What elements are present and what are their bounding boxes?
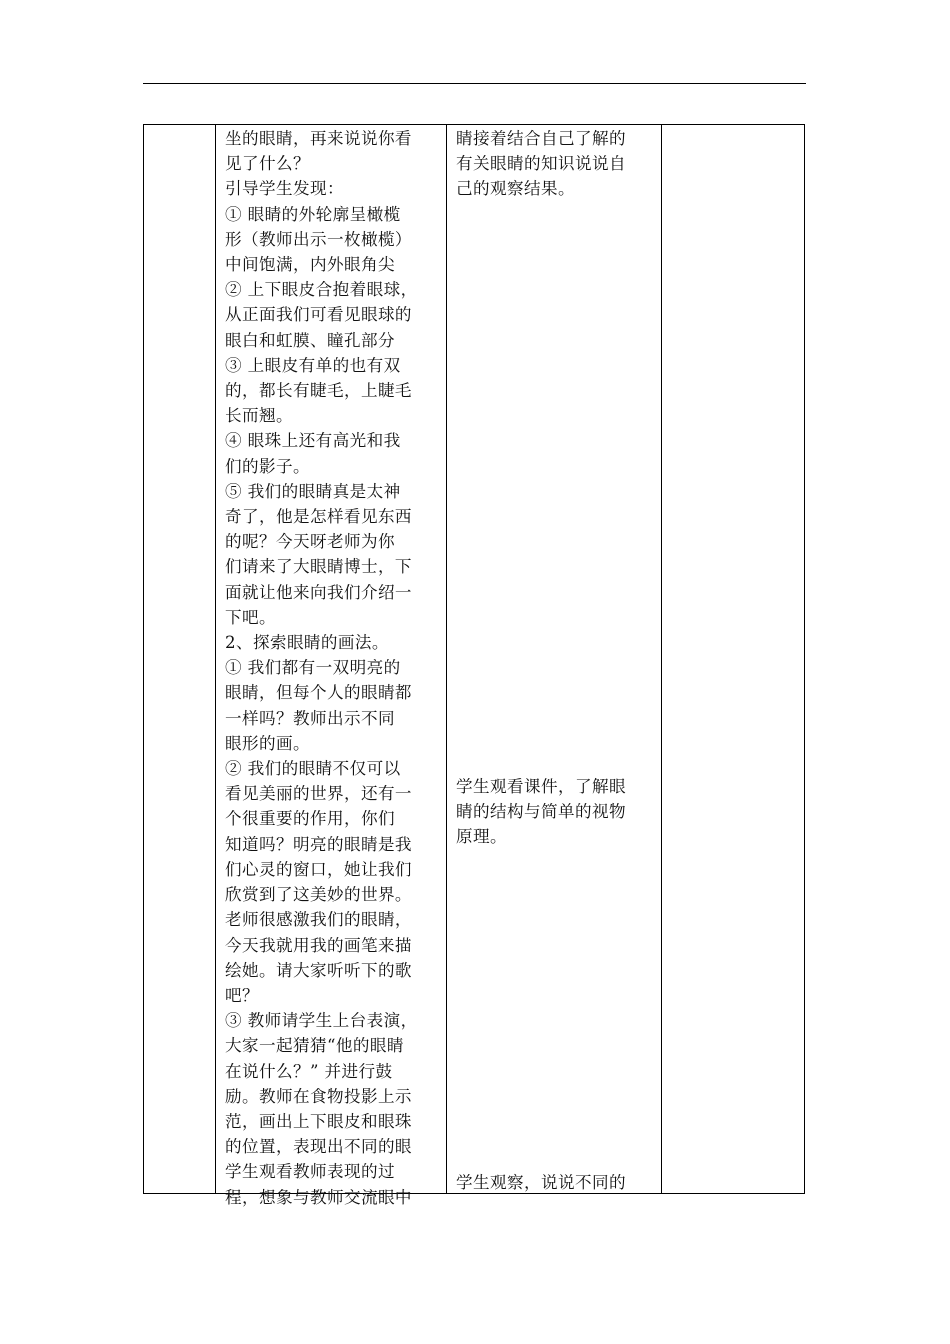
- text-line: 看见美丽的世界，还有一: [225, 784, 412, 804]
- text-line: 的位置，表现出不同的眼: [225, 1137, 412, 1157]
- text-line: 们请来了大眼睛博士，下: [225, 557, 412, 577]
- text-line: 学生观看教师表现的过: [225, 1162, 395, 1182]
- text-line: 长而翘。: [225, 406, 293, 426]
- student-activity-block-3: [456, 1170, 657, 1195]
- text-line: ② 我们的眼睛不仅可以: [225, 759, 401, 779]
- text-line: 己的观察结果。: [456, 179, 575, 199]
- text-line: 老师很感激我们的眼睛，: [225, 910, 412, 930]
- student-activity-block-2: [456, 774, 657, 850]
- text-line: 从正面我们可看见眼球的: [225, 305, 412, 325]
- text-line: 学生观察，说说不同的: [456, 1173, 626, 1192]
- text-line: 有关眼睛的知识说说自: [456, 154, 626, 174]
- text-line: 中间饱满，内外眼角尖: [225, 255, 395, 275]
- text-line: 大家一起猜猜“他的眼睛: [225, 1036, 404, 1056]
- text-line: ④ 眼珠上还有高光和我: [225, 431, 401, 451]
- text-line: 励。教师在食物投影上示: [225, 1086, 412, 1106]
- column-teacher-activity: [216, 125, 447, 1207]
- text-line: ① 眼睛的外轮廓呈橄榄: [225, 204, 401, 224]
- text-line: ③ 上眼皮有单的也有双: [225, 355, 401, 375]
- text-line: 面就让他来向我们介绍一: [225, 582, 412, 602]
- text-line: 们的影子。: [225, 456, 310, 476]
- text-line: 一样吗？教师出示不同: [225, 708, 395, 728]
- text-line: 形（教师出示一枚橄榄）: [225, 229, 412, 249]
- text-line: 们心灵的窗口，她让我们: [225, 859, 412, 879]
- text-line: 的，都长有睫毛，上睫毛: [225, 381, 412, 401]
- text-line: 今天我就用我的画笔来描: [225, 935, 412, 955]
- text-line: 吧？: [225, 985, 259, 1005]
- text-line: 坐的眼睛，再来说说你看: [225, 129, 412, 148]
- text-line: 引导学生发现：: [225, 179, 344, 199]
- column-stage: [144, 125, 216, 1193]
- lesson-plan-table: [143, 124, 805, 1207]
- student-activity-block-1: [456, 126, 657, 202]
- teacher-activity-text: [225, 126, 442, 1210]
- text-line: ⑤ 我们的眼睛真是太神: [225, 481, 401, 501]
- text-line: ② 上下眼皮合抱着眼球，: [225, 280, 418, 300]
- text-line: 见了什么？: [225, 154, 310, 174]
- text-line: 睛的结构与简单的视物: [456, 802, 626, 822]
- header-rule: [143, 83, 806, 84]
- text-line: 范，画出上下眼皮和眼珠: [225, 1111, 412, 1131]
- text-line: 程，想象与教师交流眼中: [225, 1187, 412, 1207]
- text-line: ③ 教师请学生上台表演，: [225, 1011, 418, 1031]
- text-line: 在说什么？” 并进行鼓: [225, 1061, 393, 1081]
- text-line: 眼睛，但每个人的眼睛都: [225, 683, 412, 703]
- column-notes: [662, 125, 804, 1193]
- text-line: 原理。: [456, 827, 507, 847]
- column-student-activity: [447, 125, 662, 1193]
- text-line: 眼白和虹膜、瞳孔部分: [225, 330, 395, 350]
- text-line: 个很重要的作用，你们: [225, 809, 395, 829]
- text-line: 睛接着结合自己了解的: [456, 129, 626, 148]
- text-line: 学生观看课件，了解眼: [456, 777, 626, 796]
- text-line: 2、探索眼睛的画法。: [225, 633, 389, 653]
- text-line: 绘她。请大家听听下的歌: [225, 960, 412, 980]
- text-line: 奇了，他是怎样看见东西: [225, 507, 412, 527]
- text-line: 知道吗？明亮的眼睛是我: [225, 834, 412, 854]
- text-line: ① 我们都有一双明亮的: [225, 658, 401, 678]
- text-line: 欣赏到了这美妙的世界。: [225, 885, 412, 905]
- text-line: 下吧。: [225, 607, 276, 627]
- text-line: 的呢？今天呀老师为你: [225, 532, 395, 552]
- text-line: 眼形的画。: [225, 733, 310, 753]
